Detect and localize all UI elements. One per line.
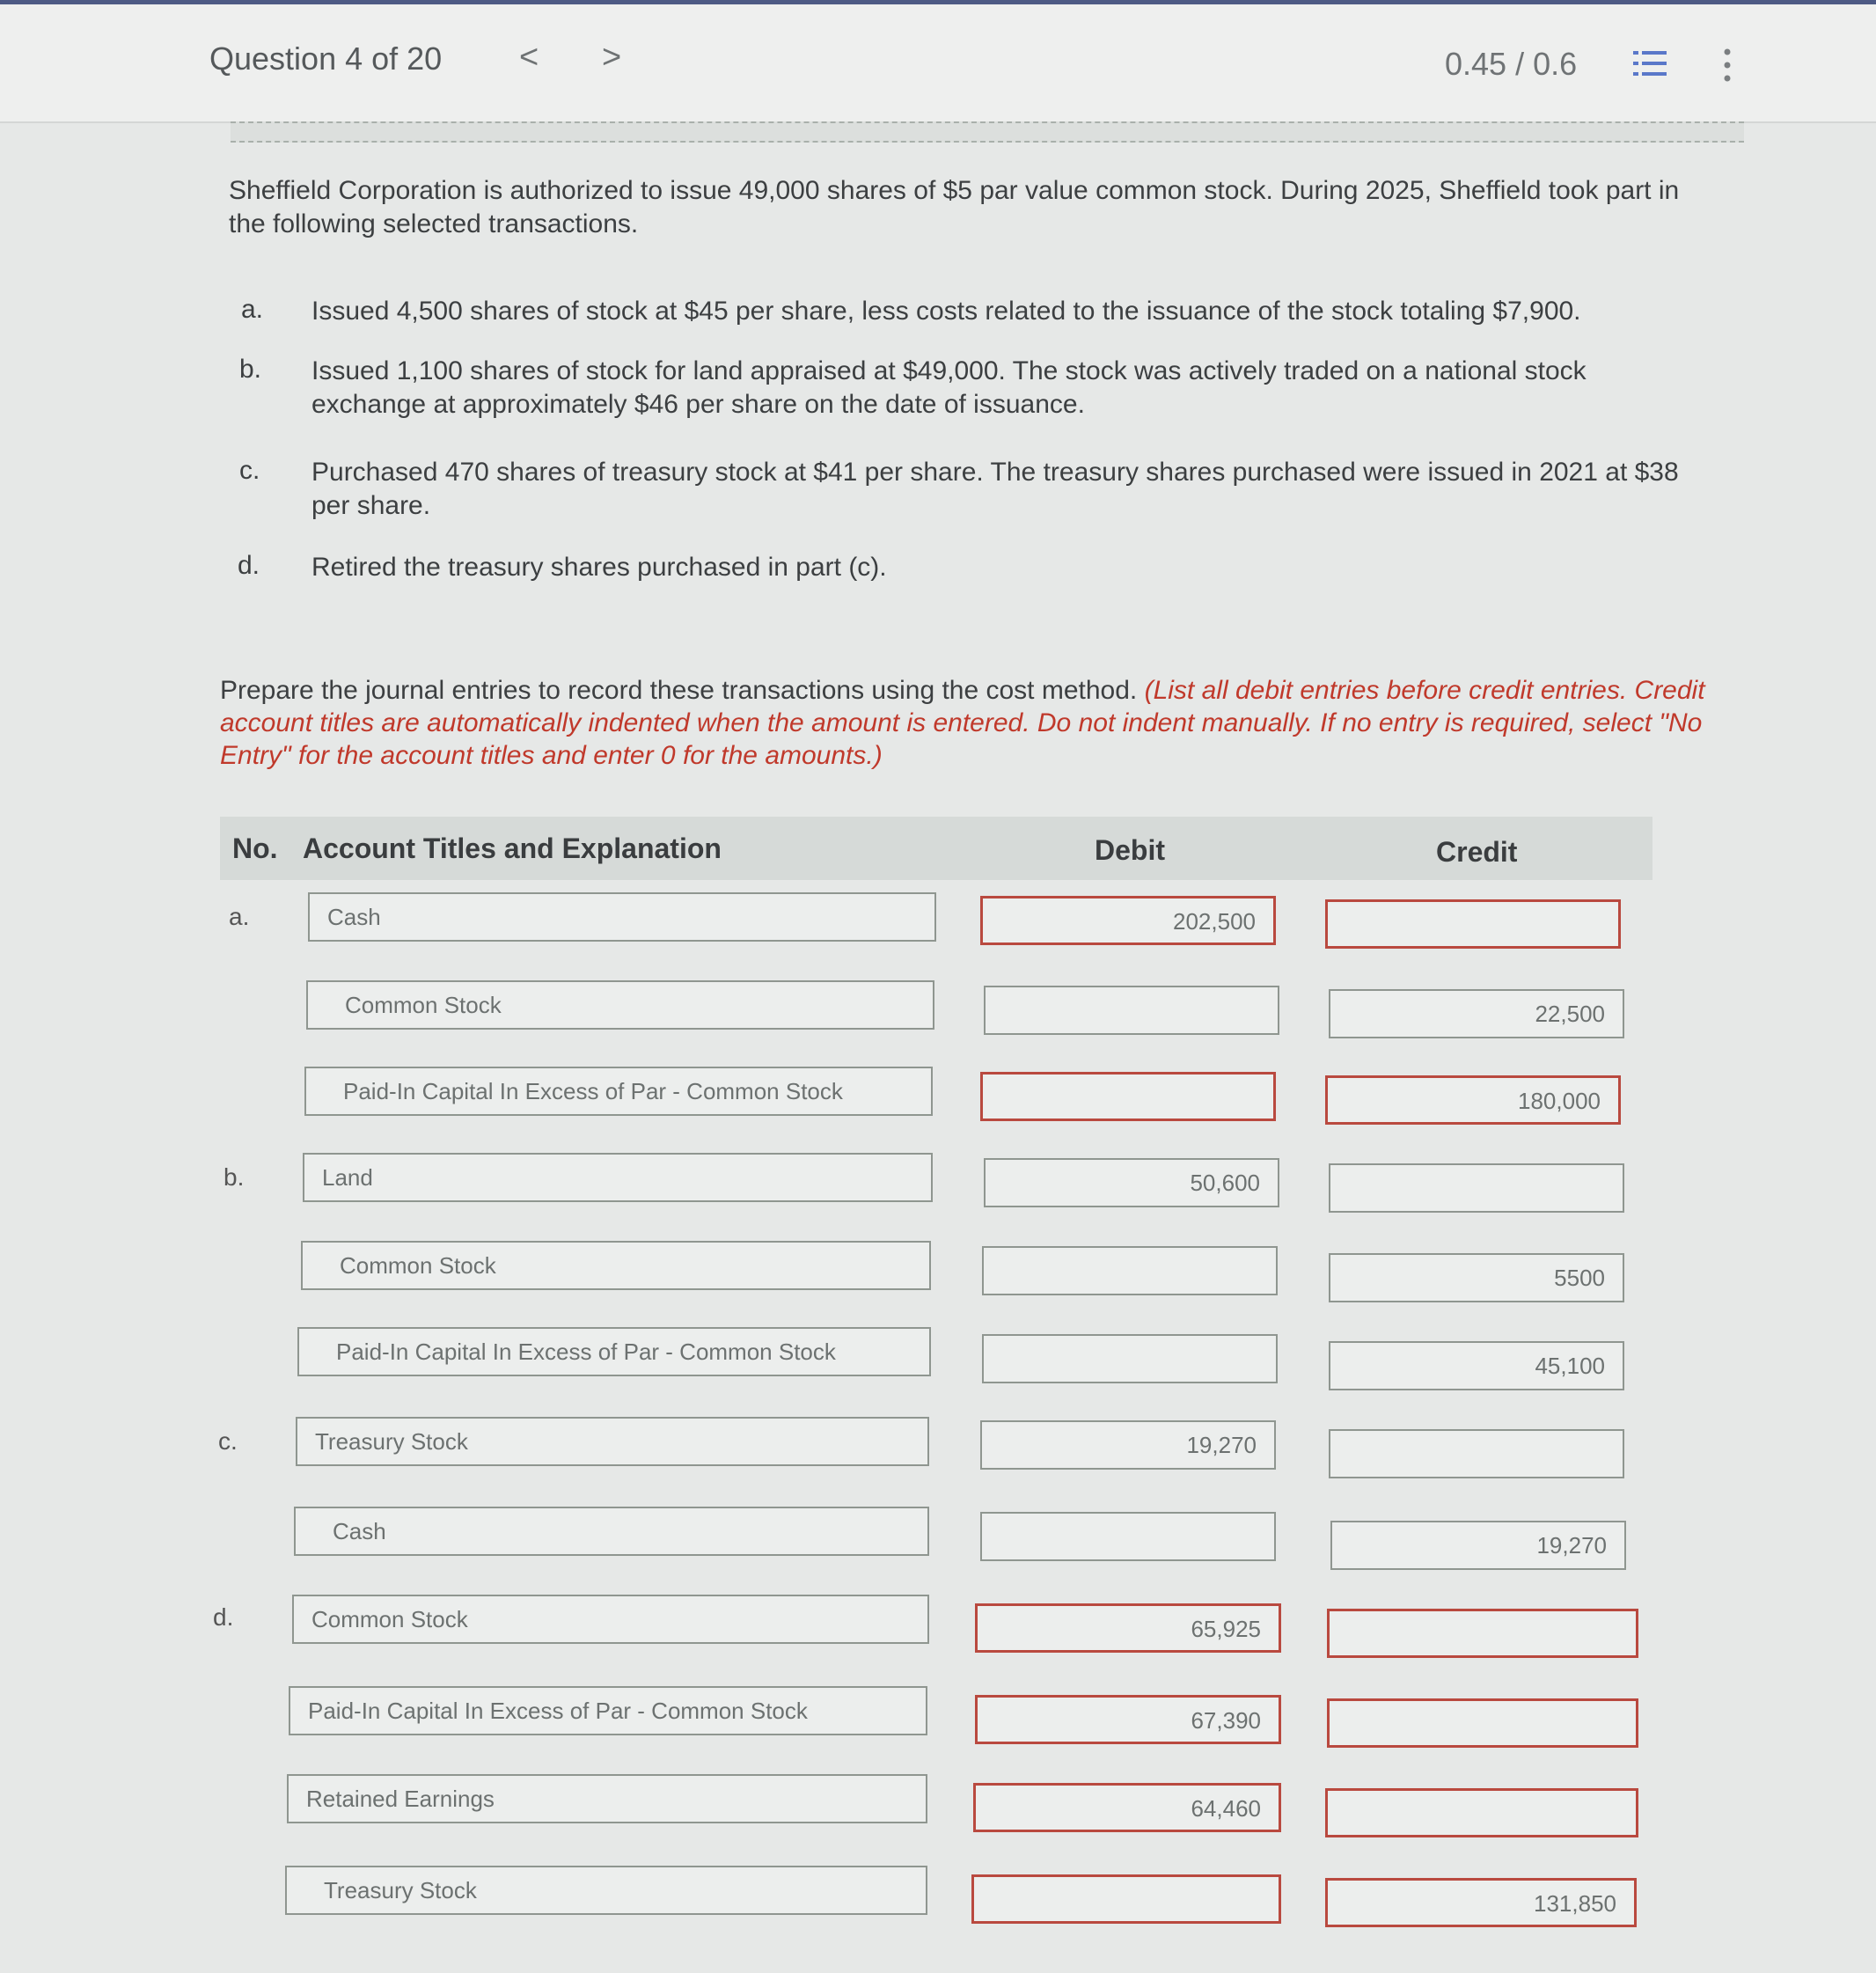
credit-input[interactable]: 19,270 (1330, 1521, 1626, 1570)
debit-input[interactable] (980, 1512, 1276, 1561)
debit-input[interactable] (982, 1246, 1278, 1295)
debit-input[interactable]: 202,500 (980, 896, 1276, 945)
journal-table-header (220, 817, 1652, 880)
column-header-debit: Debit (1095, 834, 1165, 866)
debit-input[interactable] (971, 1874, 1281, 1924)
transaction-letter: b. (239, 355, 262, 384)
credit-input[interactable] (1327, 1609, 1638, 1658)
transaction-text: Retired the treasury shares purchased in part (c). (311, 553, 887, 582)
credit-input[interactable] (1327, 1698, 1638, 1748)
credit-input[interactable]: 22,500 (1329, 989, 1624, 1038)
credit-input[interactable] (1329, 1429, 1624, 1478)
question-score: 0.45 / 0.6 (1445, 46, 1578, 82)
column-header-no: No. (232, 832, 278, 864)
transaction-text: Issued 4,500 shares of stock at $45 per share, less costs related to the issuance of the stock totaling $7,900. (311, 297, 1581, 326)
instruction-text: Prepare the journal entries to record these transactions using the cost method. (220, 676, 1145, 705)
account-title-input[interactable]: Paid-In Capital In Excess of Par - Common Stock (297, 1327, 931, 1376)
credit-input[interactable]: 180,000 (1325, 1075, 1621, 1125)
entry-label: c. (218, 1427, 238, 1455)
account-title-input[interactable]: Paid-In Capital In Excess of Par - Common Stock (289, 1686, 927, 1735)
account-title-input[interactable]: Treasury Stock (285, 1866, 927, 1915)
kebab-menu-icon[interactable] (1720, 48, 1734, 83)
debit-input[interactable]: 64,460 (973, 1783, 1281, 1832)
question-counter: Question 4 of 20 (209, 40, 443, 77)
credit-input[interactable]: 45,100 (1329, 1341, 1624, 1390)
transaction-text: Purchased 470 shares of treasury stock at $41 per share. The treasury shares purchased were issued in 2021 at $38 per share. (311, 458, 1679, 520)
account-title-input[interactable]: Common Stock (292, 1595, 929, 1644)
account-title-input[interactable]: Common Stock (306, 980, 934, 1030)
credit-input[interactable]: 5500 (1329, 1253, 1624, 1302)
entry-label: a. (229, 903, 250, 930)
debit-input[interactable]: 67,390 (975, 1695, 1281, 1744)
entry-label: d. (213, 1603, 234, 1631)
header-accent-line (0, 0, 1876, 4)
column-header-credit: Credit (1436, 836, 1518, 868)
credit-input[interactable]: 131,850 (1325, 1878, 1637, 1927)
transaction-text: Issued 1,100 shares of stock for land appraised at $49,000. The stock was actively traded on a national stock exchange at approximately $46 per share on the date of issuance. (311, 356, 1587, 419)
debit-input[interactable]: 50,600 (984, 1158, 1279, 1207)
debit-input[interactable] (980, 1072, 1276, 1121)
account-title-input[interactable]: Land (303, 1153, 933, 1202)
list-icon[interactable] (1633, 49, 1667, 77)
problem-intro: Sheffield Corporation is authorized to issue 49,000 shares of $5 par value common stock. During 2025, Sheffield took part in the following selected transactions. (229, 176, 1680, 238)
column-header-account: Account Titles and Explanation (303, 832, 722, 864)
account-title-input[interactable]: Treasury Stock (296, 1417, 929, 1466)
account-title-input[interactable]: Cash (308, 892, 936, 942)
account-title-input[interactable]: Retained Earnings (287, 1774, 927, 1823)
collapsed-dashed-panel (231, 121, 1744, 143)
debit-input[interactable]: 19,270 (980, 1420, 1276, 1470)
transaction-letter: a. (241, 295, 264, 324)
instructions (220, 674, 1725, 772)
transaction-letter: d. (238, 551, 260, 580)
previous-question-button[interactable]: < (519, 39, 539, 76)
next-question-button[interactable]: > (602, 39, 622, 76)
debit-input[interactable] (982, 1334, 1278, 1383)
entry-label: b. (224, 1163, 245, 1191)
account-title-input[interactable]: Common Stock (301, 1241, 931, 1290)
question-header-bar (0, 0, 1876, 123)
debit-input[interactable] (984, 986, 1279, 1035)
transaction-letter: c. (239, 456, 260, 485)
instruction-note: (List all debit entries before credit entries. Credit account titles are automatically indented when the amount is entered. Do not indent manually. If no entry is required, select "No Entry" for the account titles and enter 0 for the amounts.) (220, 676, 1705, 770)
credit-input[interactable] (1325, 1788, 1638, 1837)
credit-input[interactable] (1325, 899, 1621, 949)
debit-input[interactable]: 65,925 (975, 1603, 1281, 1653)
credit-input[interactable] (1329, 1163, 1624, 1213)
account-title-input[interactable]: Paid-In Capital In Excess of Par - Common Stock (304, 1067, 933, 1116)
account-title-input[interactable]: Cash (294, 1507, 929, 1556)
